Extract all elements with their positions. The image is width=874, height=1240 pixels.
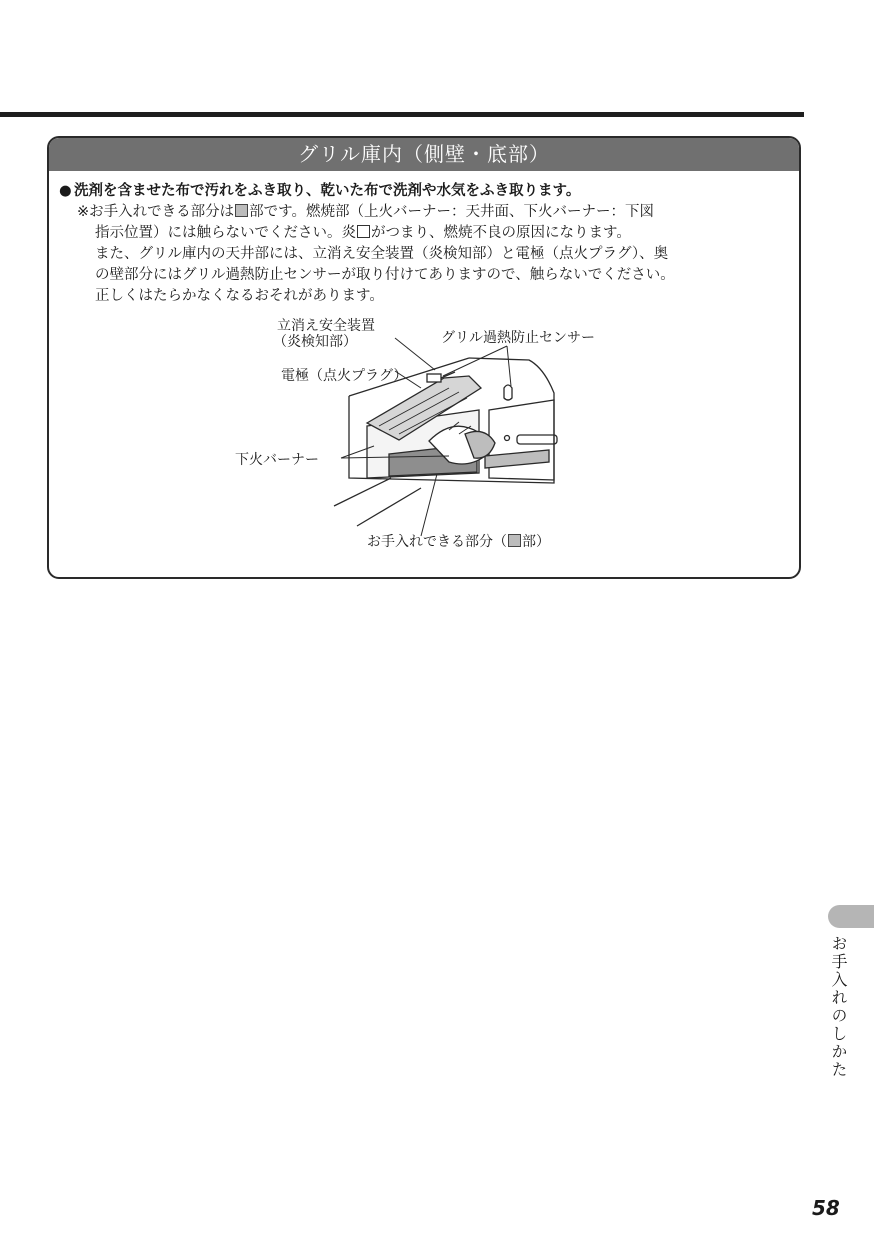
arm-outline-lower [357, 488, 421, 526]
label-flame-sensor-detail: （炎検知部） [273, 334, 357, 350]
arm-outline-upper [334, 478, 391, 506]
section-panel [47, 136, 801, 579]
flame-sensor [427, 374, 441, 382]
shaded-square-icon [508, 534, 521, 547]
lead-text: 洗剤を含ませた布で汚れをふき取り、乾いた布で洗剤や水気をふき取ります。 [74, 183, 581, 199]
grate [485, 450, 549, 468]
chapter-tab [828, 905, 874, 928]
chapter-label: お手入れのしかた [829, 935, 848, 1079]
vent-slot [517, 435, 557, 444]
label-electrode: 電極（点火プラグ） [281, 368, 408, 384]
overheat-sensor [504, 385, 512, 400]
label-flame-sensor: 立消え安全装置 [277, 318, 375, 334]
bullet-icon: ● [59, 183, 72, 199]
note-line-2: 指示位置）には触らないでください。炎 がつまり、燃焼不良の原因になります。 [95, 225, 631, 241]
page-number: 58 [812, 1196, 840, 1220]
note-line-3: また、グリル庫内の天井部には、立消え安全装置（炎検知部）と電極（点火プラグ）、奥 [95, 246, 669, 262]
note-line-5: 正しくはたらかなくなるおそれがあります。 [95, 288, 384, 304]
note-line-1: ※お手入れできる部分は 部です。燃焼部（上火バーナー：天井面、下火バーナー：下図 [77, 204, 654, 220]
top-rule [0, 112, 804, 117]
section-title: グリル庫内（側壁・底部） [49, 138, 799, 171]
label-cleanable-area: お手入れできる部分（ 部） [367, 534, 550, 550]
label-lower-burner: 下火バーナー [235, 452, 319, 468]
note-line-4: の壁部分にはグリル過熱防止センサーが取り付けてありますので、触らないでください。 [95, 267, 675, 283]
grill-illustration [49, 138, 801, 579]
label-overheat-sensor: グリル過熱防止センサー [441, 330, 595, 346]
